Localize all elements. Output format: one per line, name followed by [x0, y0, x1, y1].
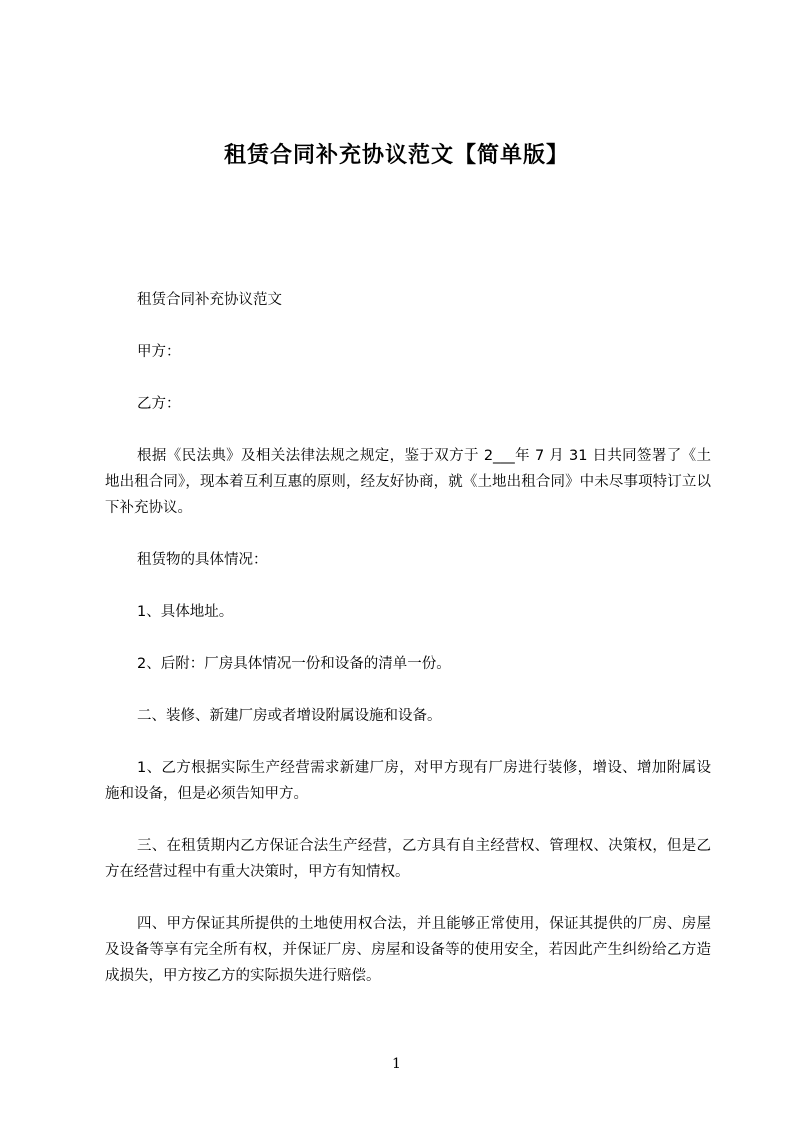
paragraph-section-2-item-1: 1、乙方根据实际生产经营需求新建厂房，对甲方现有厂房进行装修，增设、增加附属设施和设备，但是必须告知甲方。: [105, 760, 711, 802]
paragraph-section-4: 四、甲方保证其所提供的土地使用权合法，并且能够正常使用，保证其提供的厂房、房屋及设备等享有完全所有权，并保证厂房、房屋和设备等的使用安全，若因此产生纠纷给乙方造成损失，甲方按乙方的实际损失进行赔偿。: [105, 916, 711, 984]
paragraph-leased-property: 租赁物的具体情况：: [137, 552, 268, 568]
paragraph-item-1: 1、具体地址。: [137, 604, 234, 620]
document-title: 租赁合同补充协议范文【简单版】: [223, 143, 569, 168]
party-b-label: 乙方：: [137, 396, 181, 412]
paragraph-section-3: 三、在租赁期内乙方保证合法生产经营，乙方具有自主经营权、管理权、决策权，但是乙方在经营过程中有重大决策时，甲方有知情权。: [105, 838, 711, 880]
paragraph-preamble: 根据《民法典》及相关法律法规之规定，鉴于双方于 2___年 7 月 31 日共同签署了《土地出租合同》，现本着互利互惠的原则，经友好协商，就《土地出租合同》中未尽事项特订立以下补充协议。: [105, 448, 711, 516]
party-a-label: 甲方：: [137, 344, 181, 360]
paragraph-item-2: 2、后附：厂房具体情况一份和设备的清单一份。: [137, 656, 451, 672]
paragraph-section-2: 二、装修、新建厂房或者增设附属设施和设备。: [137, 708, 442, 724]
paragraph-heading: 租赁合同补充协议范文: [137, 292, 282, 308]
document-body: [105, 287, 711, 989]
page-number: 1: [392, 1056, 401, 1072]
